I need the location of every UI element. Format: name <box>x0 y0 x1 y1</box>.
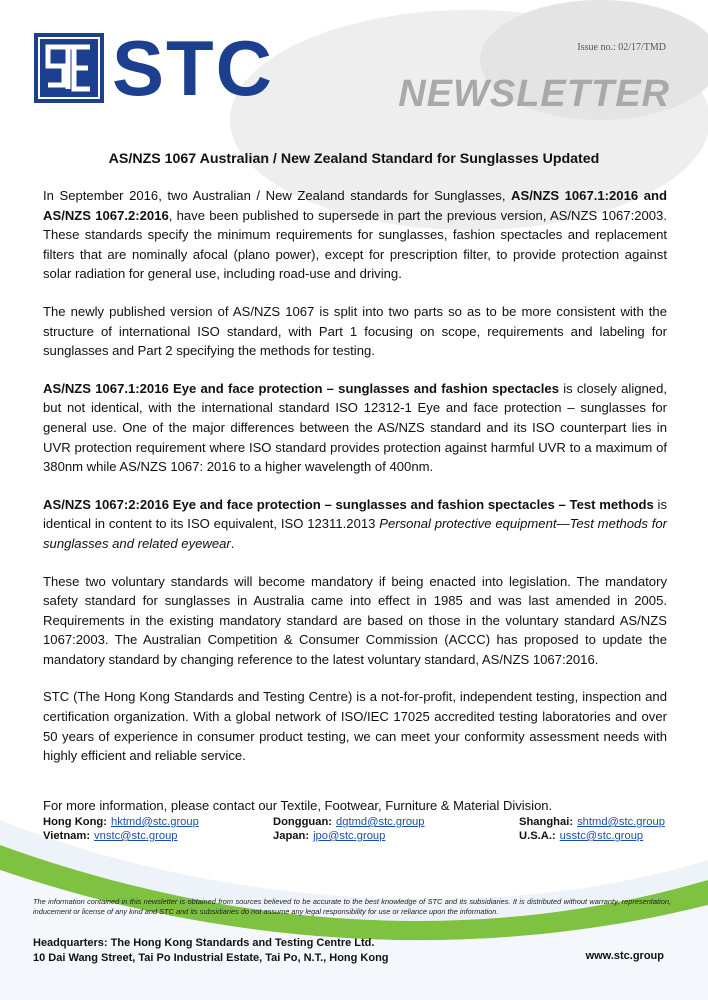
email-link[interactable]: vnstc@stc.group <box>94 830 178 842</box>
office-shanghai: Shanghai: shtmd@stc.group <box>519 816 665 828</box>
office-vietnam: Vietnam: vnstc@stc.group <box>43 830 178 842</box>
email-link[interactable]: shtmd@stc.group <box>577 816 665 828</box>
headquarters-address: Headquarters: The Hong Kong Standards and Testing Centre Ltd. 10 Dai Wang Street, Tai Po Industrial Estate, Tai Po, N.T., Hong Kong <box>33 937 389 964</box>
article-body <box>43 186 667 784</box>
email-link[interactable]: hktmd@stc.group <box>111 816 199 828</box>
standard-names: AS/NZS 1067.1:2016 and AS/NZS 1067.2:2016 <box>43 188 667 223</box>
office-usa: U.S.A.: usstc@stc.group <box>519 830 644 842</box>
disclaimer: The information contained in this newsletter is obtained from sources believed to be accurate to the best knowledge of STC and its subsidiaries. It is distributed without warranty, representation, inducement or license of any kind and STC and its subsidiaries do not assume any legal responsibility for use or reliance upon the information. <box>33 897 671 916</box>
office-dongguan: Dongguan: dgtmd@stc.group <box>273 816 425 828</box>
office-row <box>43 815 683 829</box>
contact-intro: For more information, please contact our Textile, Footwear, Furniture & Material Division. <box>43 798 553 813</box>
issue-number: Issue no.: 02/17/TMD <box>577 42 666 53</box>
email-link[interactable]: dgtmd@stc.group <box>336 816 425 828</box>
email-link[interactable]: usstc@stc.group <box>559 830 644 842</box>
contact-section <box>43 798 683 843</box>
article-title: AS/NZS 1067 Australian / New Zealand Standard for Sunglasses Updated <box>108 151 600 167</box>
paragraph-intro: In September 2016, two Australian / New Zealand standards for Sunglasses, AS/NZS 1067.1:2016 and AS/NZS 1067.2:2016, have been published to supersede in part the previous version, AS/NZS 1067:2003. These standards specify the minimum requirements for sunglasses, fashion spectacles and replacement filters that are nominally afocal (plano power), except for prescription filter, to provide protection against solar radiation for general use, including road-use and driving. <box>43 188 667 282</box>
office-japan: Japan: jpo@stc.group <box>273 830 386 842</box>
paragraph-part2: AS/NZS 1067:2:2016 Eye and face protection – sunglasses and fashion spectacles – Test methods is identical in content to its ISO equivalent, ISO 12311.2013 Personal protective equipment—Test methods for sunglasses and related eyewear. <box>43 496 668 551</box>
paragraph-mandatory: These two voluntary standards will become mandatory if being enacted into legislation. The mandatory safety standard for sunglasses in Australia came into effect in 1985 and was last amended in 2005. Requirements in the existing mandatory standard are based on those in the voluntary standard AS/NZS 1067:2003. The Australian Competition & Consumer Commission (ACCC) has proposed to update the mandatory standard by changing reference to the latest voluntary standard, AS/NZS 1067:2016. <box>43 573 667 667</box>
brand-name: STC <box>112 24 274 112</box>
newsletter-heading: NEWSLETTER <box>398 73 670 115</box>
office-row <box>43 829 683 843</box>
stc-logo <box>34 24 290 112</box>
email-link[interactable]: jpo@stc.group <box>313 830 386 842</box>
paragraph-structure: The newly published version of AS/NZS 1067 is split into two parts so as to be more consistent with the structure of international ISO standard, with Part 1 focusing on scope, requirements and labeling for sunglasses and Part 2 specifying the methods for testing. <box>43 303 667 359</box>
paragraph-about-stc: STC (The Hong Kong Standards and Testing Centre) is a not-for-profit, independent testing, inspection and certification organization. With a global network of ISO/IEC 17025 accredited testing laboratories and over 50 years of experience in consumer product testing, we can meet your conformity assessment needs with highly efficient and reliable service. <box>43 689 667 764</box>
logo-mark-icon <box>34 33 104 103</box>
office-hong-kong: Hong Kong: hktmd@stc.group <box>43 816 199 828</box>
website-link[interactable]: www.stc.group <box>585 950 664 962</box>
paragraph-part1: AS/NZS 1067.1:2016 Eye and face protection – sunglasses and fashion spectacles is closely aligned, but not identical, with the international standard ISO 12312-1 Eye and face protection – sunglasses for general use. One of the major differences between the AS/NZS standard and its ISO counterpart lies in UVR protection requirement where ISO standard provides protection against harmful UVR to a maximum of 380nm while AS/NZS 1067: 2016 to a higher wavelength of 400nm. <box>43 380 667 475</box>
